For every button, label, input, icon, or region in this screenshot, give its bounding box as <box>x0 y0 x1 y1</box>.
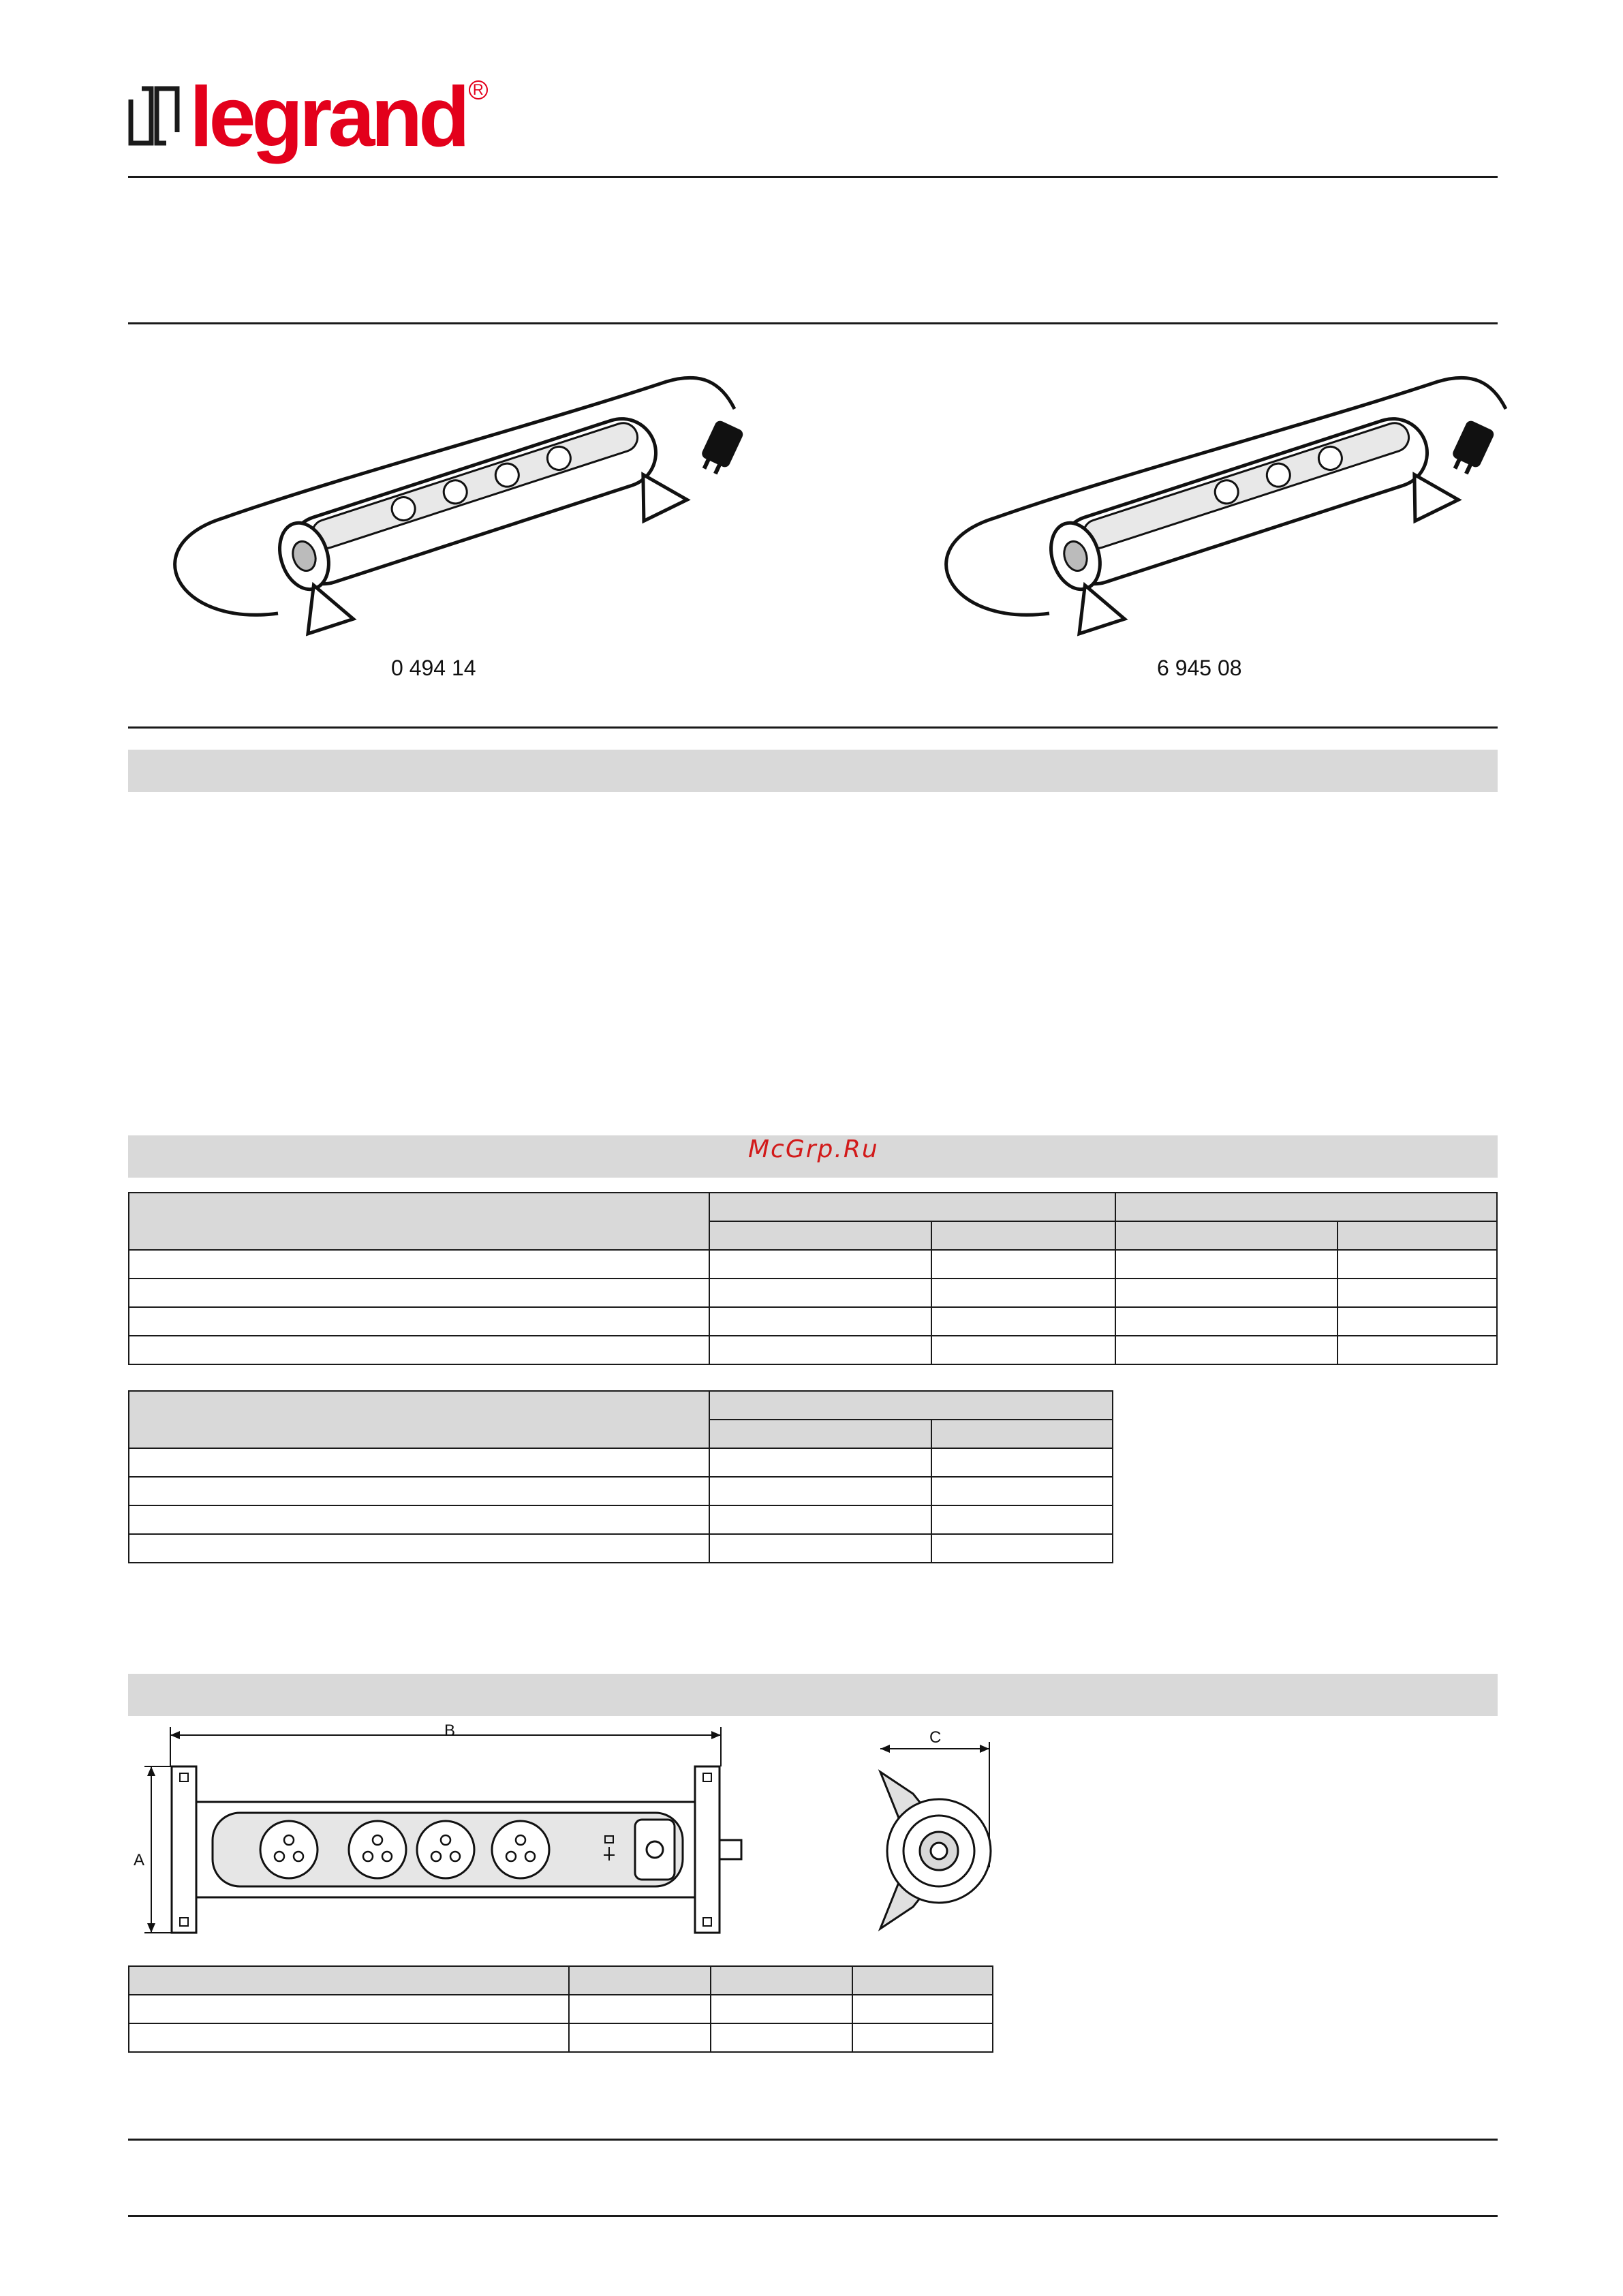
spec-table-2 <box>128 1390 1113 1563</box>
footer-rule-bottom <box>128 2215 1498 2217</box>
table-row <box>129 2023 993 2052</box>
table-header-cell <box>711 1966 852 1995</box>
table-header-cell <box>709 1420 931 1448</box>
product-reference-2: 6 945 08 <box>1157 656 1242 680</box>
table-header-cell <box>709 1193 1115 1221</box>
power-strip-side-view <box>859 1717 995 1949</box>
table-header-cell <box>569 1966 711 1995</box>
power-strip-illustration <box>135 354 748 695</box>
section-band-3 <box>128 1674 1498 1716</box>
dimension-drawing-side <box>859 1717 995 1949</box>
section-rule-images <box>128 726 1498 729</box>
table-header-cell <box>931 1420 1113 1448</box>
dimension-drawing-front <box>128 1717 782 1949</box>
table-row <box>129 1505 1113 1534</box>
product-reference-1: 0 494 14 <box>391 656 476 680</box>
dimension-label-c: C <box>929 1728 942 1747</box>
table-header-cell <box>1115 1221 1338 1250</box>
table-header-cell <box>129 1966 569 1995</box>
table-header-cell <box>931 1221 1115 1250</box>
table-header-cell <box>852 1966 993 1995</box>
footer-rule-top <box>128 2139 1498 2141</box>
brand-name: legrand <box>189 70 466 164</box>
section-band-1 <box>128 750 1498 792</box>
table-row <box>129 1995 993 2023</box>
dimension-label-b: B <box>444 1721 456 1740</box>
table-header-cell <box>129 1193 709 1250</box>
legrand-mark-icon <box>128 86 180 149</box>
watermark: McGrp.Ru <box>748 1135 879 1163</box>
table-row <box>129 1534 1113 1563</box>
table-header-cell <box>709 1221 931 1250</box>
table-row <box>129 1250 1497 1279</box>
table-header-cell <box>1338 1221 1497 1250</box>
power-strip-front-view <box>128 1717 782 1949</box>
dimension-table <box>128 1965 993 2053</box>
spec-table-1 <box>128 1192 1498 1365</box>
power-strip-illustration <box>906 354 1519 695</box>
table-row <box>129 1336 1497 1364</box>
table-row <box>129 1448 1113 1477</box>
table-header-cell <box>1115 1193 1497 1221</box>
product-illustration-2 <box>906 354 1519 695</box>
brand-logo <box>128 70 488 164</box>
header-rule <box>128 176 1498 178</box>
product-illustration-1 <box>135 354 748 695</box>
table-row <box>129 1307 1497 1336</box>
table-row <box>129 1279 1497 1307</box>
table-header-cell <box>709 1391 1113 1420</box>
registered-mark: R <box>469 80 488 100</box>
table-row <box>129 1477 1113 1505</box>
section-rule-top <box>128 322 1498 324</box>
dimension-label-a: A <box>134 1851 145 1869</box>
table-header-cell <box>129 1391 709 1448</box>
